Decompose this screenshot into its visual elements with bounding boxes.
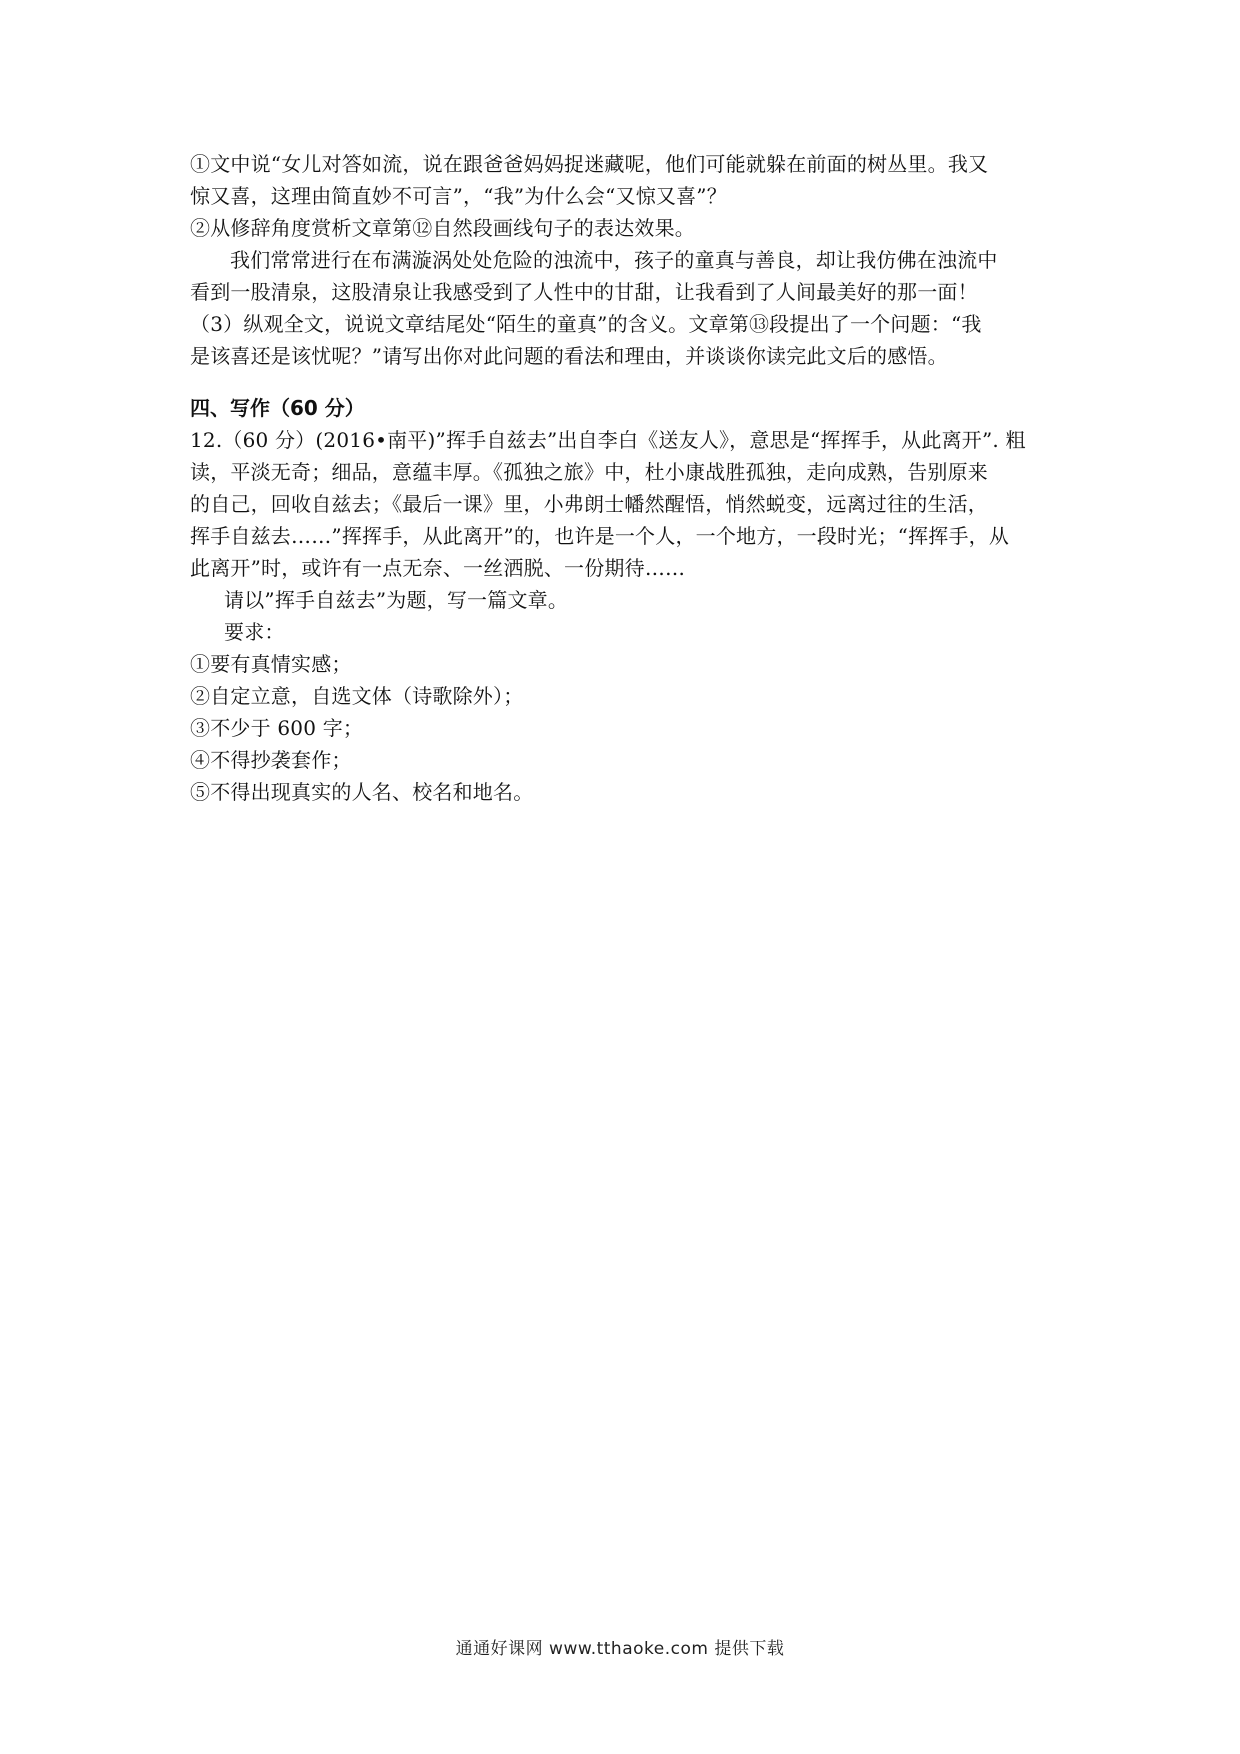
question-3-line-1: （3）纵观全文，说说文章结尾处“陌生的童真”的含义。文章第⑬段提出了一个问题：“我 xyxy=(190,312,982,336)
question-1-line-2: 惊又喜，这理由简直妙不可言”，“我”为什么会“又惊又喜”？ xyxy=(190,184,727,208)
requirement-item: ④不得抄袭套作； xyxy=(190,748,352,772)
question-2-line: ②从修辞角度赏析文章第⑫自然段画线句子的表达效果。 xyxy=(190,216,695,240)
requirement-item: ⑤不得出现真实的人名、校名和地名。 xyxy=(190,780,534,804)
writing-prompt-line-2: 读，平淡无奇；细品，意蕴丰厚。《孤独之旅》中，杜小康战胜孤独，走向成熟，告别原来 xyxy=(190,460,988,484)
writing-prompt-line-4: 挥手自兹去……”挥挥手，从此离开”的，也许是一个人，一个地方，一段时光；“挥挥手，从 xyxy=(190,524,1010,548)
footer-download-note: 通通好课网 www.tthaoke.com 提供下载 xyxy=(455,1639,785,1659)
writing-section-heading: 四、写作（60 分） xyxy=(190,396,365,420)
writing-prompt-line-5: 此离开”时，或许有一点无奈、一丝洒脱、一份期待…… xyxy=(190,556,686,580)
writing-instruction: 请以”挥手自兹去”为题，写一篇文章。 xyxy=(224,588,569,612)
requirement-item: ③不少于 600 字； xyxy=(190,716,364,740)
writing-prompt-line-1: 12.（60 分）(2016•南平)”挥手自兹去”出自李白《送友人》，意思是“挥挥手，从此离开”. 粗 xyxy=(190,428,1026,452)
question-3-line-2: 是该喜还是该忧呢？”请写出你对此问题的看法和理由，并谈谈你读完此文后的感悟。 xyxy=(190,344,948,368)
quote-line-1: 我们常常进行在布满漩涡处处危险的浊流中，孩子的童真与善良，却让我仿佛在浊流中 xyxy=(230,248,998,272)
section-gap xyxy=(190,372,1060,392)
requirements-label: 要求： xyxy=(224,620,285,644)
document-page xyxy=(190,148,1060,808)
requirement-item: ②自定立意，自选文体（诗歌除外）； xyxy=(190,684,524,708)
writing-prompt-line-3: 的自己，回收自兹去；《最后一课》里，小弗朗士幡然醒悟，悄然蜕变，远离过往的生活， xyxy=(190,492,988,516)
question-1-line-1: ①文中说“女儿对答如流，说在跟爸爸妈妈捉迷藏呢，他们可能就躲在前面的树丛里。我又 xyxy=(190,152,989,176)
requirement-item: ①要有真情实感； xyxy=(190,652,352,676)
quote-line-2: 看到一股清泉，这股清泉让我感受到了人性中的甘甜，让我看到了人间最美好的那一面！ xyxy=(190,280,978,304)
